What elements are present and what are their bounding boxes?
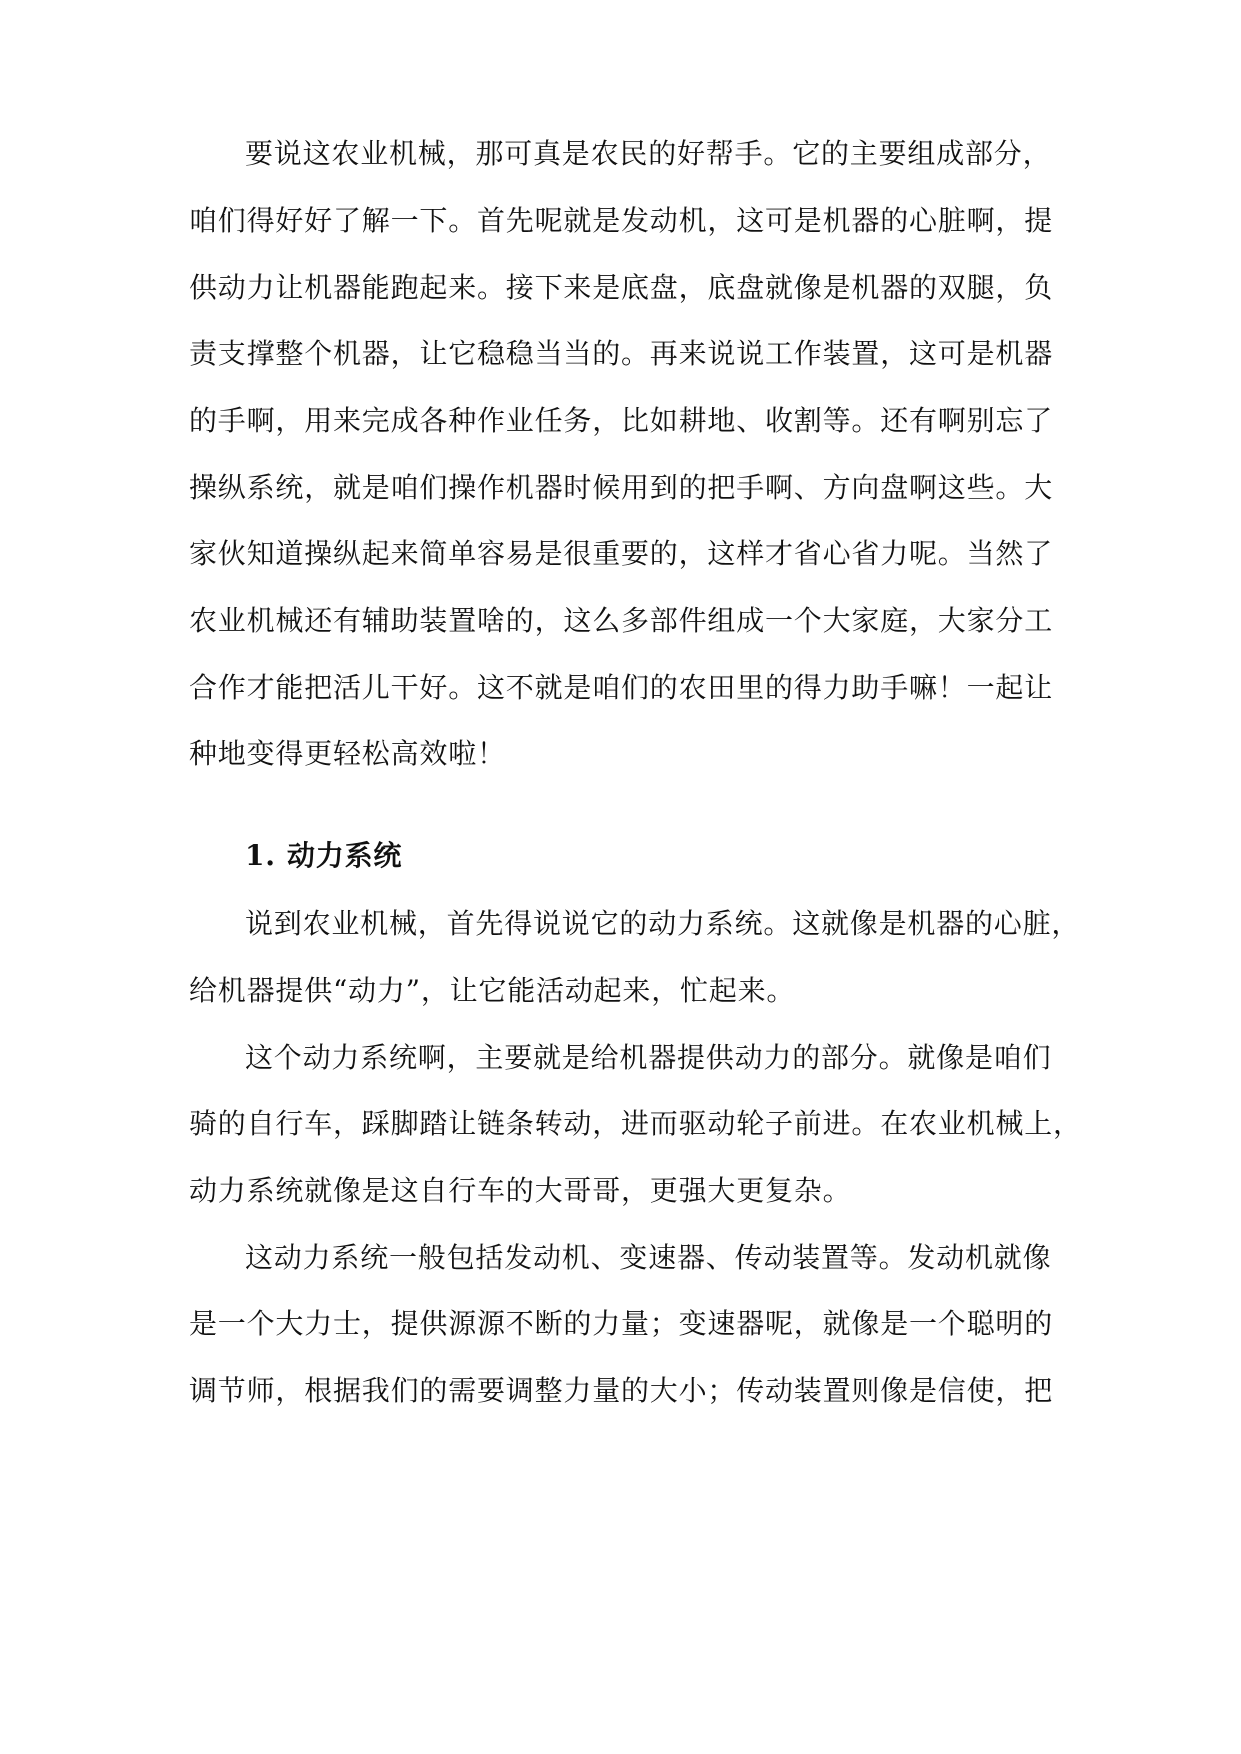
section-paragraph-line: 调节师，根据我们的需要调整力量的大小；传动装置则像是信使，把 (189, 1374, 1054, 1407)
section-paragraph-line: 说到农业机械，首先得说说它的动力系统。这就像是机器的心脏， (245, 907, 1081, 940)
intro-line: 农业机械还有辅助装置啥的，这么多部件组成一个大家庭，大家分工 (189, 604, 1054, 637)
section-paragraph-line: 这个动力系统啊，主要就是给机器提供动力的部分。就像是咱们 (245, 1041, 1052, 1074)
intro-line: 合作才能把活儿干好。这不就是咱们的农田里的得力助手嘛！一起让 (189, 671, 1054, 704)
intro-line: 操纵系统，就是咱们操作机器时候用到的把手啊、方向盘啊这些。大 (189, 471, 1054, 504)
section-title: 动力系统 (287, 839, 403, 872)
intro-line: 要说这农业机械，那可真是农民的好帮手。它的主要组成部分， (245, 137, 1052, 170)
intro-line: 责支撑整个机器，让它稳稳当当的。再来说说工作装置，这可是机器 (189, 337, 1054, 370)
intro-line: 种地变得更轻松高效啦！ (189, 737, 506, 770)
intro-line: 供动力让机器能跑起来。接下来是底盘，底盘就像是机器的双腿，负 (189, 271, 1054, 304)
intro-line: 咱们得好好了解一下。首先呢就是发动机，这可是机器的心脏啊，提 (189, 204, 1054, 237)
section-paragraph-line: 骑的自行车，踩脚踏让链条转动，进而驱动轮子前进。在农业机械上， (189, 1107, 1082, 1140)
intro-line: 的手啊，用来完成各种作业任务，比如耕地、收割等。还有啊别忘了 (189, 404, 1054, 437)
section-paragraph-line: 动力系统就像是这自行车的大哥哥，更强大更复杂。 (189, 1174, 852, 1207)
section-heading (245, 838, 1069, 874)
intro-line: 家伙知道操纵起来简单容易是很重要的，这样才省心省力呢。当然了 (189, 537, 1054, 570)
section-paragraph-line: 给机器提供“动力”，让它能活动起来，忙起来。 (189, 974, 796, 1007)
section-paragraph-line: 这动力系统一般包括发动机、变速器、传动装置等。发动机就像 (245, 1241, 1052, 1274)
section-number: 1. (245, 839, 276, 872)
section-paragraph-line: 是一个大力士，提供源源不断的力量；变速器呢，就像是一个聪明的 (189, 1307, 1054, 1340)
